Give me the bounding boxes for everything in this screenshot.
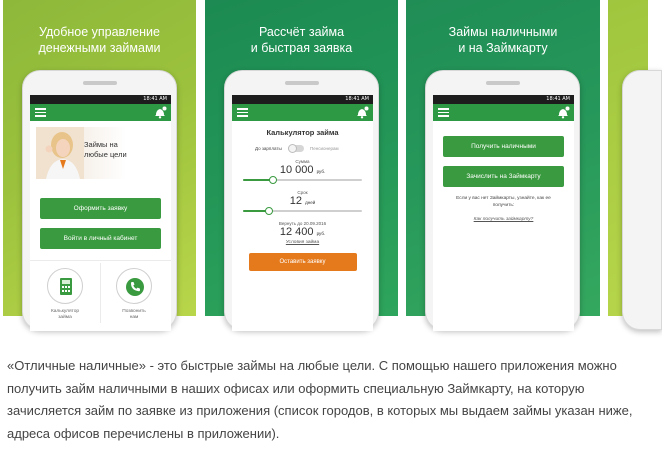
caption-line: денежными займами xyxy=(38,41,161,55)
promo-banner xyxy=(36,127,165,179)
apply-button[interactable]: Оформить заявку xyxy=(40,198,161,219)
return-unit: руб. xyxy=(316,231,326,236)
call-us-tile-label xyxy=(107,309,161,321)
caption-line: Удобное управление xyxy=(38,25,160,39)
status-time: 18:41 AM xyxy=(345,96,369,102)
note-line: Если у вас нет Займкарты, узнайте, как ее xyxy=(456,196,551,201)
tile-label-line: займа xyxy=(58,315,72,320)
loan-type-toggle[interactable] xyxy=(232,143,373,155)
amount-value: 10 000 xyxy=(279,164,314,176)
status-time: 18:41 AM xyxy=(546,96,570,102)
term-unit: дней xyxy=(305,200,316,205)
banner-line: Займы на xyxy=(84,140,118,149)
credit-to-card-button[interactable]: Зачислить на Займкарту xyxy=(443,166,564,187)
caption-line: и быстрая заявка xyxy=(250,41,353,55)
term-value: 12 xyxy=(289,195,303,207)
call-us-tile[interactable] xyxy=(116,268,152,304)
slider-thumb[interactable] xyxy=(269,176,277,184)
term-label: Срок xyxy=(297,190,308,195)
return-date-label: Вернуть до 20.09.2016 xyxy=(278,221,327,226)
caption-line: Рассчёт займа xyxy=(258,25,345,39)
menu-icon[interactable] xyxy=(35,108,46,117)
note-line: получить: xyxy=(492,203,515,208)
app-description: «Отличные наличные» - это быстрые займы на любые цели. С помощью нашего приложения можно получить займ наличными в наших офисах или оформить специальную Займкарту, на которую зачисляется займ по заявке из приложения (список городов, в которых мы выдаем займы указан ниже, адреса офисов перечислены в приложении). xyxy=(7,358,633,441)
get-cash-button[interactable]: Получить наличными xyxy=(443,136,564,157)
phone-screen xyxy=(433,95,574,331)
status-bar xyxy=(30,95,171,104)
status-bar xyxy=(433,95,574,104)
calculator-title: Калькулятор займа xyxy=(266,128,339,137)
slider-thumb[interactable] xyxy=(265,207,273,215)
screenshot-panel-3[interactable] xyxy=(406,0,600,316)
card-note xyxy=(433,195,574,209)
return-value-row xyxy=(232,226,373,238)
banner-line: любые цели xyxy=(84,150,127,159)
notification-bell-icon[interactable] xyxy=(355,106,369,119)
calculator-tile[interactable] xyxy=(47,268,83,304)
panel-1-caption xyxy=(3,24,196,56)
term-value-row xyxy=(232,195,373,207)
banner-text xyxy=(84,140,127,160)
notification-bell-icon[interactable] xyxy=(556,106,570,119)
notification-bell-icon[interactable] xyxy=(153,106,167,119)
menu-icon[interactable] xyxy=(237,108,248,117)
amount-slider[interactable] xyxy=(243,176,362,184)
phone-frame xyxy=(224,70,379,330)
phone-frame xyxy=(425,70,580,330)
divider xyxy=(100,263,101,323)
panel-3-caption xyxy=(406,24,600,56)
status-bar xyxy=(232,95,373,104)
menu-icon[interactable] xyxy=(438,108,449,117)
phone-speaker xyxy=(486,81,520,85)
tile-label-line: Калькулятор xyxy=(50,309,80,314)
status-time: 18:41 AM xyxy=(143,96,167,102)
caption-line: и на Займкарту xyxy=(458,41,548,55)
app-bar xyxy=(433,104,574,121)
screenshot-panel-4[interactable] xyxy=(608,0,648,316)
phone-frame xyxy=(22,70,177,330)
screenshot-panel-1[interactable] xyxy=(3,0,196,320)
submit-application-button[interactable]: Оставить заявку xyxy=(249,253,357,271)
return-value: 12 400 xyxy=(279,226,314,238)
woman-illustration xyxy=(36,127,84,179)
amount-unit: руб. xyxy=(316,169,326,174)
phone-screen xyxy=(232,95,373,331)
how-to-get-card-link[interactable]: Как получить займкарту? xyxy=(473,217,534,222)
phone-speaker xyxy=(83,81,117,85)
toggle-knob xyxy=(288,144,297,153)
amount-value-row xyxy=(232,164,373,176)
phone-frame xyxy=(622,70,662,330)
app-bar xyxy=(232,104,373,121)
login-cabinet-button[interactable]: Войти в личный кабинет xyxy=(40,228,161,249)
tile-label-line: нам xyxy=(129,315,139,320)
phone-speaker xyxy=(285,81,319,85)
app-bar xyxy=(30,104,171,121)
term-slider[interactable] xyxy=(243,207,362,215)
toggle-label-pensioners: Пенсионерам xyxy=(310,146,339,151)
caption-line: Займы наличными xyxy=(448,25,558,39)
toggle-switch[interactable] xyxy=(288,145,304,152)
calculator-tile-label xyxy=(38,309,92,321)
divider xyxy=(30,260,171,261)
tile-label-line: Позвонить xyxy=(122,309,146,314)
phone-screen xyxy=(30,95,171,331)
loan-conditions-link[interactable]: Условия займа xyxy=(285,240,320,245)
toggle-label-salary: До зарплаты xyxy=(255,146,282,151)
amount-label: Сумма xyxy=(295,159,310,164)
phone-icon xyxy=(117,269,153,305)
screenshot-panel-2[interactable] xyxy=(205,0,398,316)
calculator-icon xyxy=(48,269,84,305)
panel-2-caption xyxy=(205,24,398,56)
